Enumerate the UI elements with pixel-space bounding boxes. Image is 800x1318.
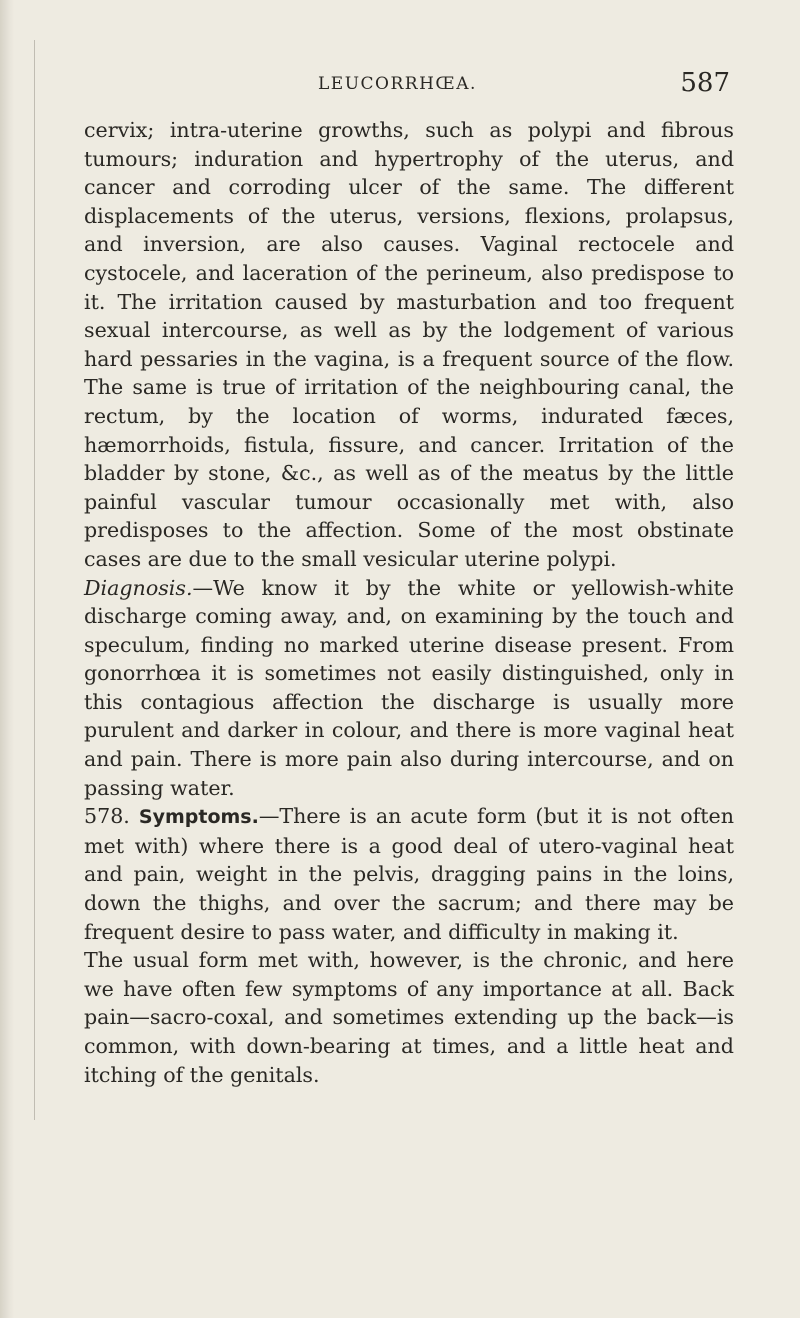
paragraph-chronic-text: The usual form met with, however, is the chronic, and here we have often few symptoms of any importance at all. Back pain—sacro-coxal, and sometimes extending up the back—is common, with down-bearing at times, and a little heat and itching of the genitals. <box>84 948 734 1087</box>
page-number: 587 <box>680 68 730 98</box>
running-title: LEUCORRHŒA. <box>318 74 477 94</box>
paragraph-chronic <box>84 946 734 1089</box>
diagnosis-heading: Diagnosis. <box>84 575 193 600</box>
page-header <box>170 68 730 102</box>
paragraph-symptoms <box>84 802 734 946</box>
symptoms-heading: Symptoms. <box>138 806 259 829</box>
section-number: 578. <box>84 804 130 829</box>
paragraph-symptoms-text: —There is an acute form (but it is not often met with) where there is a good deal of utero-vaginal heat and pain, weight in the pelvis, dragging pains in the loins, down the thighs, and over the sacrum; and there may be frequent desire to pass water, and difficulty in making it. <box>84 804 734 944</box>
paragraph-diagnosis <box>84 574 734 803</box>
page-gutter <box>0 0 14 1318</box>
paragraph-causes <box>84 116 734 574</box>
paragraph-causes-text: cervix; intra-uterine growths, such as polypi and fibrous tumours; induration and hypertrophy of the uterus, and cancer and corroding ulcer of the same. The different displacements of the uterus, versions, flexions, prolapsus, and inversion, are also causes. Vaginal rectocele and cystocele, and laceration of the perineum, also predispose to it. The irritation caused by masturbation and too frequent sexual intercourse, as well as by the lodgement of various hard pessaries in the vagina, is a frequent source of the flow. The same is true of irritation of the neighbouring canal, the rectum, by the location of worms, indurated fæces, hæmorrhoids, fistula, fissure, and cancer. Irritation of the bladder by stone, &c., as well as of the meatus by the little painful vascular tumour occasionally met with, also predisposes to the affection. Some of the most obstinate cases are due to the small vesicular uterine polypi. <box>84 118 734 571</box>
paragraph-diagnosis-text: —We know it by the white or yellowish-white discharge coming away, and, on examining by the touch and speculum, finding no marked uterine disease present. From gonorrhœa it is sometimes not easily distinguished, only in this contagious affection the discharge is usually more purulent and darker in colour, and there is more vaginal heat and pain. There is more pain also during intercourse, and on passing water. <box>84 575 734 800</box>
body-text <box>84 116 734 1089</box>
binding-edge <box>34 40 35 1120</box>
